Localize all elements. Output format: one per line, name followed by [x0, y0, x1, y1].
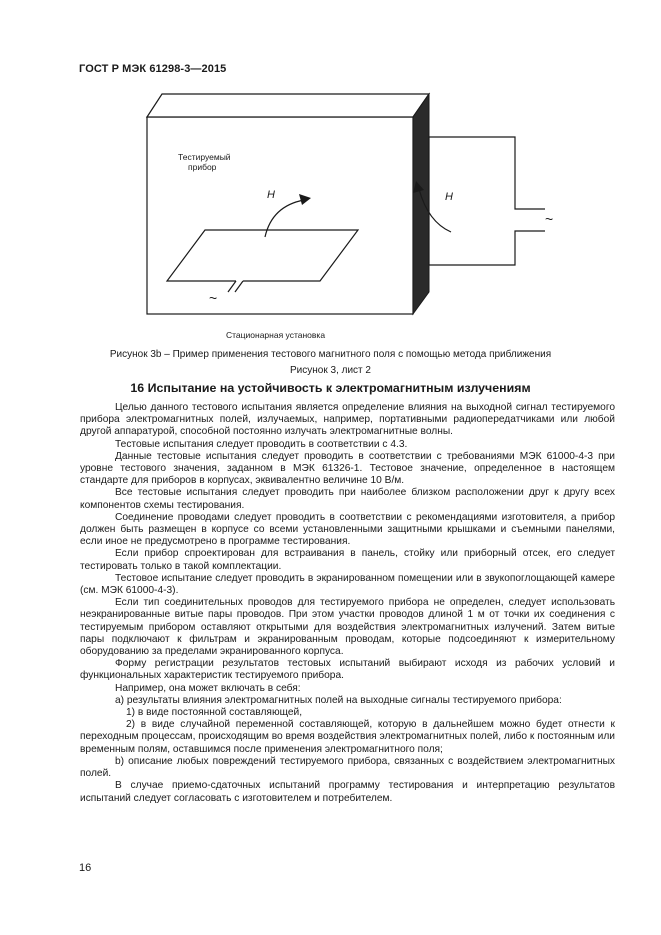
paragraph: Целью данного тестового испытания является определение влияния на выходной сигнал тестируемого прибора электромагнитных полей, излучаемых, например, портативными радиопередатчиками или любой другой аппаратурой, способной постоянно излучать электромагнитные волны.	[80, 402, 615, 438]
list-item: 2) в виде случайной переменной составляющей, которую в дальнейшем можно будет отнести к переходным процессам, происходящим во время воздействия электромагнитных полей, либо к постоянным или временным полям, оставшимся после применения электромагнитного поля;	[80, 719, 615, 755]
field-h-label-outer: H	[445, 191, 453, 203]
document-header: ГОСТ Р МЭК 61298-3—2015	[79, 63, 227, 75]
device-box-side	[413, 94, 429, 314]
figure-sheet-label: Рисунок 3, лист 2	[290, 365, 371, 376]
page-number: 16	[79, 862, 92, 874]
paragraph: Данные тестовые испытания следует проводить в соответствии с требованиями МЭК 61000-4-3 при уровне тестового значения, заданном в МЭК 61326-1. Тестовое значение, определенное в настоящем стандарте для приборов в корпусах, эквивалентно величине 10 В/м.	[80, 450, 615, 487]
list-item: 1) в виде постоянной составляющей,	[126, 707, 303, 719]
section-title: 16 Испытание на устойчивость к электромагнитным излучениям	[130, 381, 531, 395]
base-label: Стационарная установка	[226, 330, 326, 340]
field-h-label-inner: H	[267, 189, 275, 201]
paragraph: Соединение проводами следует проводить в соответствии с рекомендациями изготовителя, а прибор должен быть размещен в корпусе со всеми установленными защитными крышками и съемными панелями, если иное не предусмотрено в программе тестирования.	[80, 511, 615, 548]
section-body	[80, 402, 615, 805]
paragraph: Все тестовые испытания следует проводить при наиболее близком расположении друг к другу всех компонентов схемы тестирования.	[80, 487, 615, 511]
paragraph: Например, она может включать в себя:	[115, 682, 301, 694]
paragraph: Тестовое испытание следует проводить в экранированном помещении или в звукопоглощающей камере (см. МЭК 61000-4-3).	[80, 572, 615, 597]
paragraph: Если тип соединительных проводов для тестируемого прибора не определен, следует использовать неэкранированные витые пары проводов. При этом участки проводов длиной 1 м от точки их соединения с тестируемым прибором оставляют открытыми для воздействия электромагнитных излучений. Затем витые пары подключают к фильтрам и экранированным проводам, которые подсоединяют к измерительному оборудованию за пределами экранированного корпуса.	[80, 597, 615, 658]
list-item: а) результаты влияния электромагнитных полей на выходные сигналы тестируемого прибора:	[115, 694, 562, 706]
device-label-line2: прибор	[188, 162, 217, 172]
list-item: b) описание любых повреждений тестируемого прибора, связанных с воздействием электромагнитных полей.	[80, 755, 615, 780]
paragraph: Форму регистрации результатов тестовых испытаний выбирают исходя из рабочих условий и функциональных характеристик тестируемого прибора.	[80, 658, 615, 682]
figure-3b-diagram	[0, 0, 661, 345]
device-box-top	[147, 94, 429, 117]
device-box-front	[147, 117, 413, 314]
device-label-line1: Тестируемый	[178, 152, 231, 162]
ac-source-outer-icon: ~	[545, 211, 554, 227]
paragraph: Тестовые испытания следует проводить в соответствии с 4.3.	[115, 438, 408, 450]
paragraph: Если прибор спроектирован для встраивания в панель, стойку или приборный отсек, его следует тестировать только в такой комплектации.	[80, 548, 615, 572]
figure-caption: Рисунок 3b – Пример применения тестового магнитного поля с помощью метода приближения	[109, 349, 552, 360]
ac-source-inner-icon: ~	[209, 290, 218, 306]
paragraph: В случае приемо-сдаточных испытаний программу тестирования и интерпретацию результатов испытаний следует согласовать с изготовителем и потребителем.	[80, 780, 615, 804]
